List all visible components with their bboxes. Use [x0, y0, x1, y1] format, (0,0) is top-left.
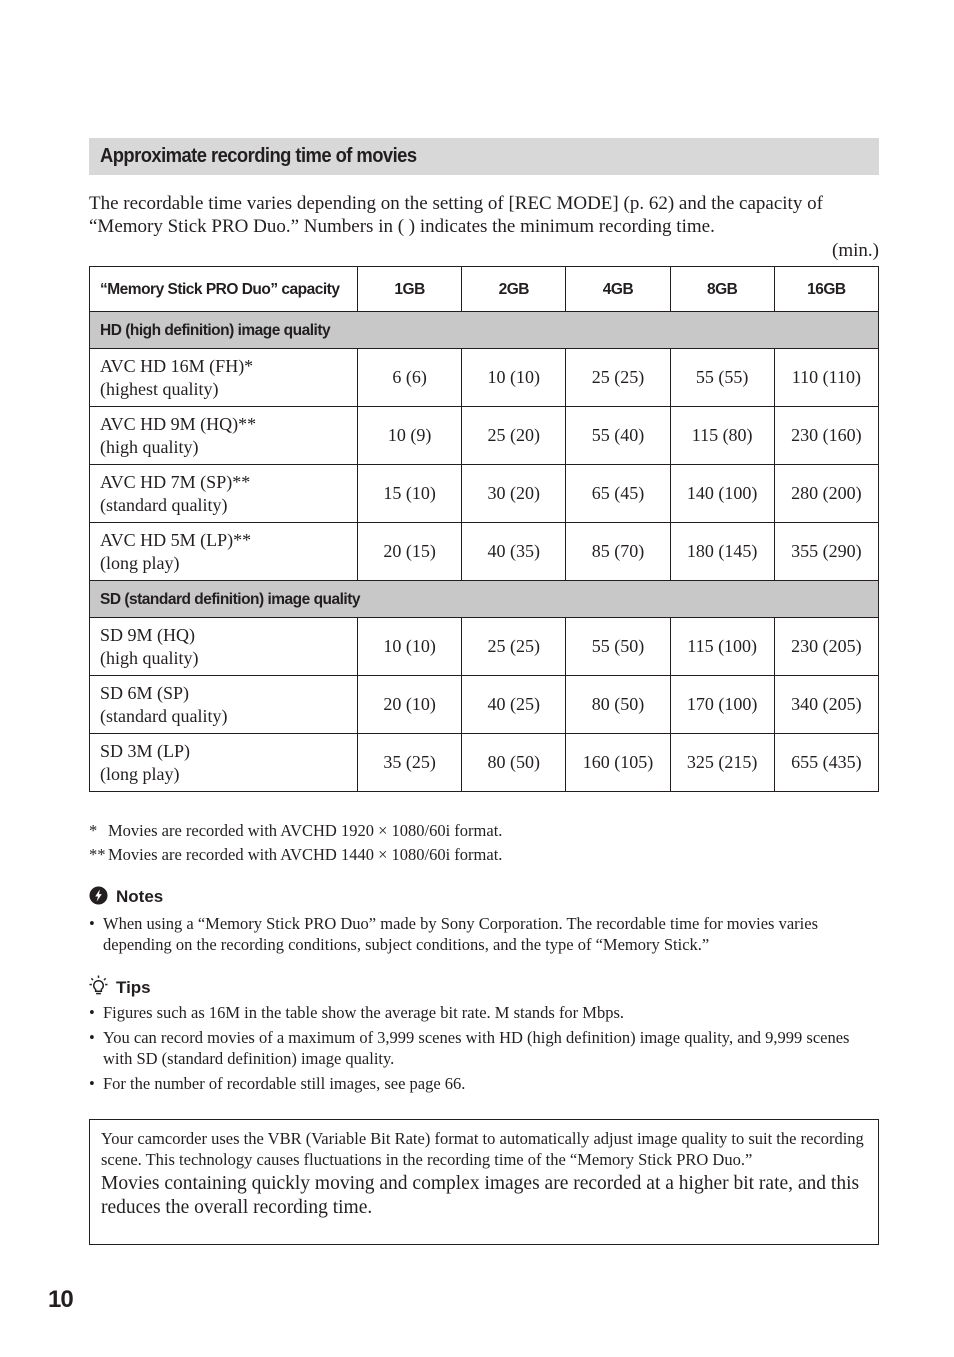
table-row: [90, 349, 879, 407]
value-cell: 170 (100): [670, 676, 774, 734]
column-header: 16GB: [774, 267, 878, 312]
value-cell: 35 (25): [358, 734, 462, 792]
value-cell: 10 (10): [358, 618, 462, 676]
value-cell: 115 (80): [670, 407, 774, 465]
value-cell: 80 (50): [462, 734, 566, 792]
value-cell: 355 (290): [774, 523, 878, 581]
section-title-bar: [89, 138, 879, 175]
lightbulb-icon: [89, 975, 108, 996]
table-row: [90, 523, 879, 581]
value-cell: 230 (205): [774, 618, 878, 676]
footnote: [89, 843, 879, 867]
value-cell: 180 (145): [670, 523, 774, 581]
column-header: 2GB: [462, 267, 566, 312]
page-number: 10: [48, 1286, 73, 1313]
tips-heading-label: Tips: [116, 978, 151, 997]
value-cell: 30 (20): [462, 465, 566, 523]
value-cell: 10 (10): [462, 349, 566, 407]
mode-desc: (high quality): [100, 436, 199, 457]
column-header: 8GB: [670, 267, 774, 312]
value-cell: 140 (100): [670, 465, 774, 523]
vbr-paragraph-2: Movies containing quickly moving and complex images are recorded at a higher bit rate, and this reduces the overall recording time.: [101, 1173, 860, 1218]
table-header-row: [90, 267, 879, 312]
notes-list: [89, 913, 879, 959]
value-cell: 655 (435): [774, 734, 878, 792]
group-label: SD (standard definition) image quality: [90, 581, 879, 618]
intro-paragraph: The recordable time varies depending on the setting of [REC MODE] (p. 62) and the capacity of “Memory Stick PRO Duo.” Numbers in ( ) indicates the minimum recording time.: [89, 193, 823, 237]
tips-list: [89, 1002, 879, 1098]
recording-time-table: [89, 266, 879, 792]
mode-desc: (standard quality): [100, 494, 228, 515]
mode-name: SD 6M (SP): [100, 682, 190, 703]
value-cell: 55 (55): [670, 349, 774, 407]
list-item: • When using a “Memory Stick PRO Duo” made by Sony Corporation. The recordable time for movies varies depending on the recording conditions, subject conditions, and the type of “Memory Stick.”: [89, 913, 879, 955]
list-item: • You can record movies of a maximum of 3,999 scenes with HD (high definition) image quality, and 9,999 scenes with SD (standard definition) image quality.: [89, 1027, 879, 1069]
value-cell: 25 (25): [462, 618, 566, 676]
value-cell: 6 (6): [358, 349, 462, 407]
value-cell: 80 (50): [566, 676, 670, 734]
list-item: • For the number of recordable still images, see page 66.: [89, 1073, 879, 1094]
mode-desc: (standard quality): [100, 705, 228, 726]
mode-desc: (highest quality): [100, 378, 219, 399]
value-cell: 160 (105): [566, 734, 670, 792]
unit-label: (min.): [832, 240, 879, 261]
value-cell: 340 (205): [774, 676, 878, 734]
mode-cell: [90, 523, 358, 581]
mode-desc: (long play): [100, 552, 180, 573]
table-row: [90, 676, 879, 734]
value-cell: 25 (25): [566, 349, 670, 407]
footnotes: [89, 819, 879, 867]
value-cell: 25 (20): [462, 407, 566, 465]
mode-cell: [90, 618, 358, 676]
value-cell: 280 (200): [774, 465, 878, 523]
mode-cell: [90, 407, 358, 465]
value-cell: 40 (35): [462, 523, 566, 581]
value-cell: 65 (45): [566, 465, 670, 523]
table-row: [90, 465, 879, 523]
mode-name: SD 9M (HQ): [100, 624, 196, 645]
value-cell: 55 (50): [566, 618, 670, 676]
vbr-paragraph-1: Your camcorder uses the VBR (Variable Bit Rate) format to automatically adjust image quality to suit the recording scene. This technology causes fluctuations in the recording time of the “Memory Stick PRO Duo.”: [101, 1129, 864, 1169]
group-label: HD (high definition) image quality: [90, 312, 879, 349]
mode-name: AVC HD 9M (HQ)**: [100, 413, 257, 434]
mode-desc: (high quality): [100, 647, 199, 668]
mode-cell: [90, 734, 358, 792]
value-cell: 40 (25): [462, 676, 566, 734]
value-cell: 115 (100): [670, 618, 774, 676]
group-row-sd: [90, 581, 879, 618]
table-row: [90, 407, 879, 465]
list-item: • Figures such as 16M in the table show the average bit rate. M stands for Mbps.: [89, 1002, 879, 1023]
section-title: Approximate recording time of movies: [100, 145, 417, 167]
column-header: 4GB: [566, 267, 670, 312]
value-cell: 85 (70): [566, 523, 670, 581]
value-cell: 20 (15): [358, 523, 462, 581]
value-cell: 20 (10): [358, 676, 462, 734]
notes-icon: [89, 886, 108, 905]
mode-desc: (long play): [100, 763, 180, 784]
mode-name: SD 3M (LP): [100, 740, 191, 761]
capacity-header: “Memory Stick PRO Duo” capacity: [90, 267, 358, 312]
notes-heading-label: Notes: [116, 887, 164, 906]
footnote: [89, 819, 879, 843]
mode-name: AVC HD 5M (LP)**: [100, 529, 252, 550]
value-cell: 325 (215): [670, 734, 774, 792]
mode-name: AVC HD 16M (FH)*: [100, 355, 254, 376]
value-cell: 230 (160): [774, 407, 878, 465]
table-row: [90, 734, 879, 792]
value-cell: 110 (110): [774, 349, 878, 407]
footnote-text: Movies are recorded with AVCHD 1920 × 1080/60i format.: [108, 821, 503, 840]
value-cell: 10 (9): [358, 407, 462, 465]
value-cell: 55 (40): [566, 407, 670, 465]
footnote-mark: *: [89, 821, 98, 840]
footnote-mark: **: [89, 845, 106, 864]
column-header: 1GB: [358, 267, 462, 312]
notes-heading: [89, 886, 163, 907]
footnote-text: Movies are recorded with AVCHD 1440 × 1080/60i format.: [108, 845, 503, 864]
value-cell: 15 (10): [358, 465, 462, 523]
mode-cell: [90, 676, 358, 734]
mode-cell: [90, 349, 358, 407]
vbr-info-box: [89, 1119, 879, 1245]
table-row: [90, 618, 879, 676]
group-row-hd: [90, 312, 879, 349]
tips-heading: [89, 975, 151, 998]
mode-cell: [90, 465, 358, 523]
mode-name: AVC HD 7M (SP)**: [100, 471, 251, 492]
